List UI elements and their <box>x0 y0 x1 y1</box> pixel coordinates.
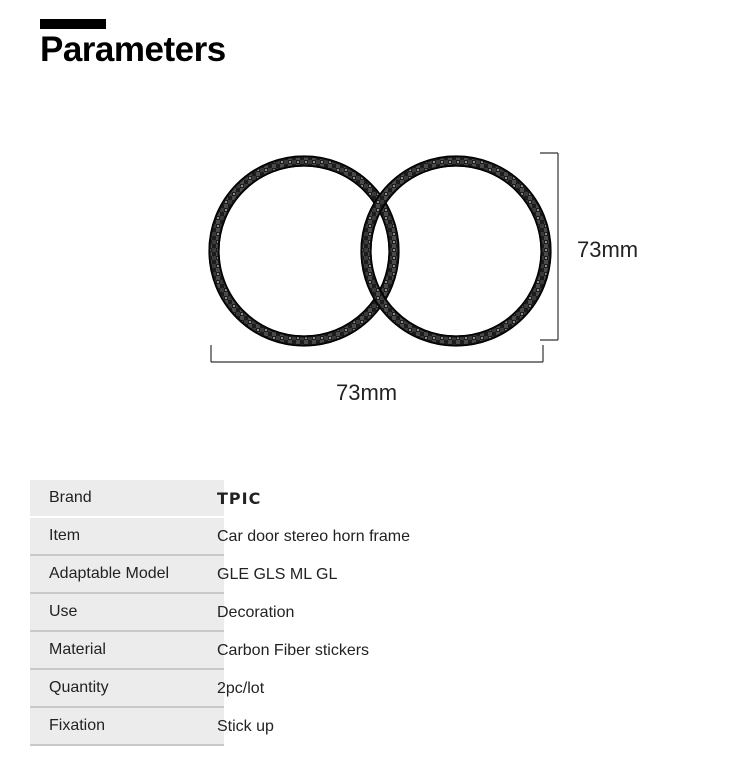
spec-row-use <box>30 594 730 632</box>
width-dimension-label: 73mm <box>336 380 398 405</box>
spec-value: 2pc/lot <box>217 680 265 697</box>
brand-logo: TPIC <box>217 489 262 508</box>
width-dimension-line <box>211 345 543 362</box>
spec-value: GLE GLS ML GL <box>217 566 338 583</box>
height-dimension-label: 73mm <box>577 237 639 262</box>
spec-row-fixation <box>30 708 730 746</box>
spec-label: Brand <box>30 480 224 516</box>
spec-table <box>30 480 730 746</box>
spec-label: Adaptable Model <box>30 556 224 594</box>
spec-value: Decoration <box>217 604 295 621</box>
spec-row-brand <box>30 480 730 518</box>
spec-row-adaptable-model <box>30 556 730 594</box>
spec-row-quantity <box>30 670 730 708</box>
spec-label: Use <box>30 594 224 632</box>
spec-value: Car door stereo horn frame <box>217 528 410 545</box>
spec-value: Stick up <box>217 718 274 735</box>
spec-label: Fixation <box>30 708 224 746</box>
spec-label: Material <box>30 632 224 670</box>
spec-value: Carbon Fiber stickers <box>217 642 370 659</box>
spec-row-material <box>30 632 730 670</box>
spec-label: Quantity <box>30 670 224 708</box>
spec-label: Item <box>30 518 224 556</box>
page-title: Parameters <box>40 30 226 69</box>
spec-row-item <box>30 518 730 556</box>
title-accent-bar <box>40 19 106 29</box>
